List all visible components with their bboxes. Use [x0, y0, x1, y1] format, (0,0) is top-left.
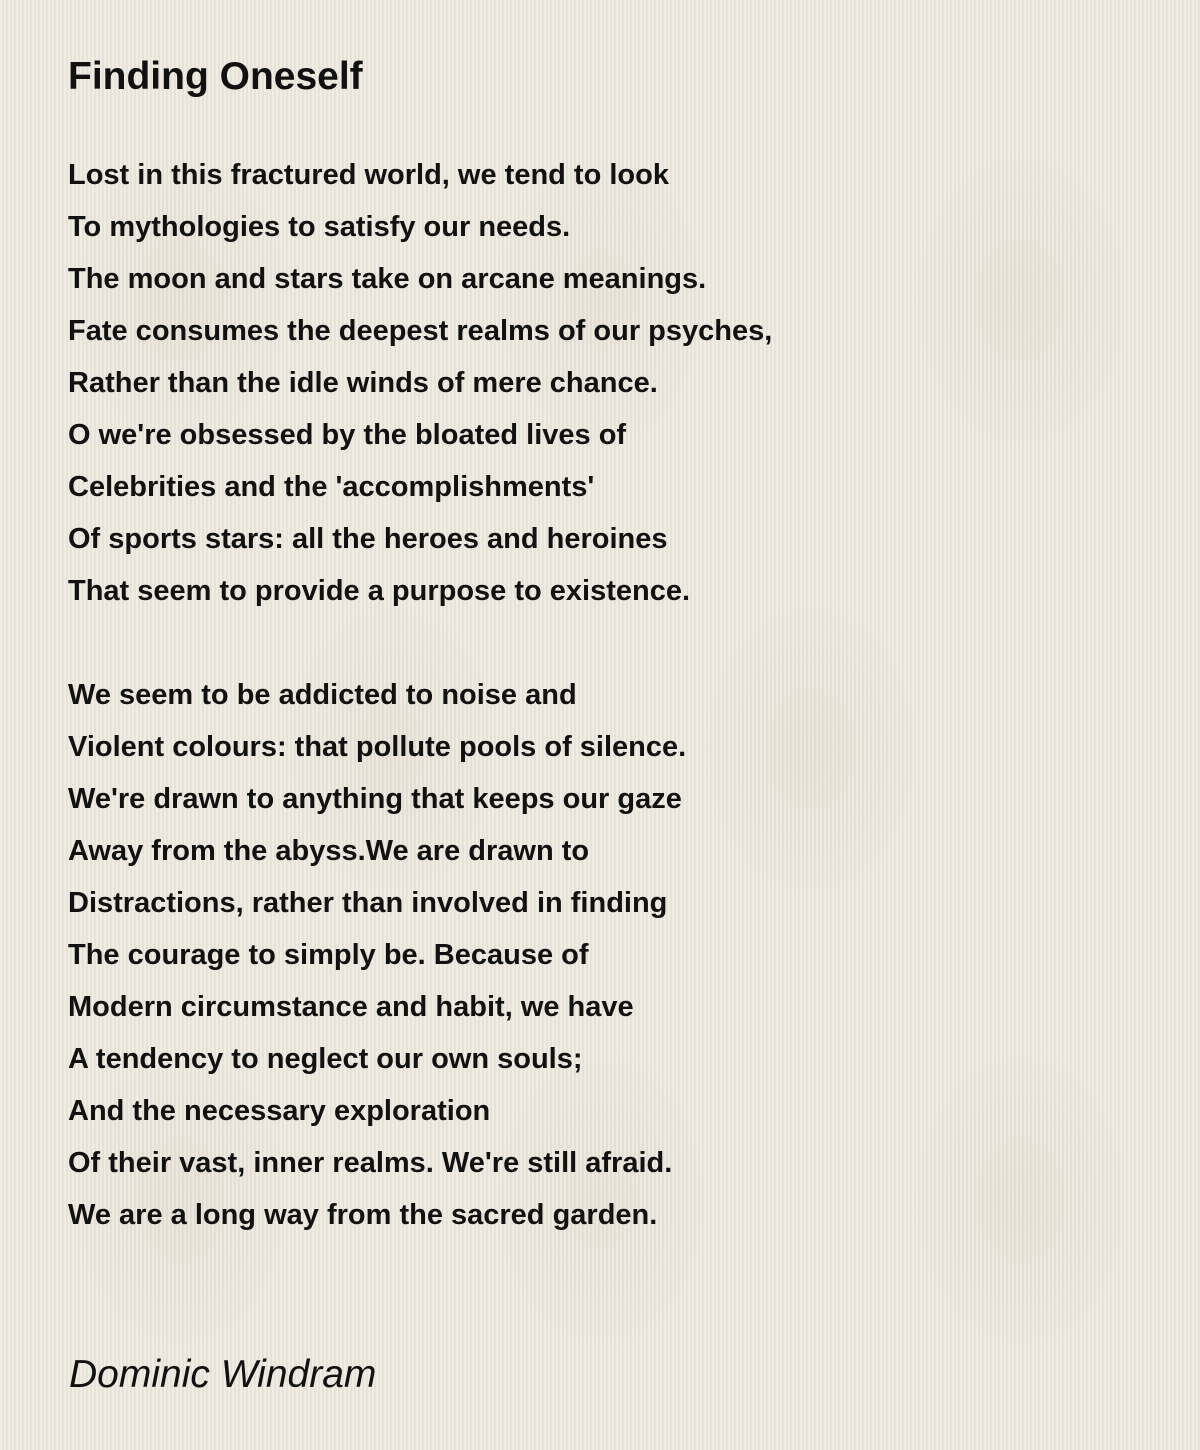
poem-line: That seem to provide a purpose to existence.: [68, 575, 691, 607]
stanza-1: [68, 149, 1148, 617]
poem-line: Celebrities and the 'accomplishments': [68, 471, 595, 503]
poem-author: Dominic Windram: [69, 1353, 377, 1396]
poem-line: Away from the abyss.We are drawn to: [68, 835, 590, 867]
poem-title: Finding Oneself: [68, 55, 363, 98]
poem-body: [68, 149, 1148, 1241]
poem-line: Of sports stars: all the heroes and heroines: [68, 523, 668, 555]
poem-line: Rather than the idle winds of mere chance.: [68, 367, 658, 399]
poem-line: We seem to be addicted to noise and: [68, 679, 577, 711]
poem-line: O we're obsessed by the bloated lives of: [68, 419, 627, 451]
stanza-2: [68, 669, 1148, 1241]
poem-line: Distractions, rather than involved in finding: [68, 887, 668, 919]
poem-line: A tendency to neglect our own souls;: [68, 1043, 583, 1075]
poem-line: The courage to simply be. Because of: [68, 939, 589, 971]
poem-line: The moon and stars take on arcane meanings.: [68, 263, 707, 295]
poem-line: And the necessary exploration: [68, 1095, 491, 1127]
poem-line: Lost in this fractured world, we tend to look: [68, 159, 669, 191]
poem-line: We are a long way from the sacred garden.: [68, 1199, 658, 1231]
poem-line: We're drawn to anything that keeps our gaze: [68, 783, 682, 815]
poem-line: Fate consumes the deepest realms of our psyches,: [68, 315, 773, 347]
poem-line: To mythologies to satisfy our needs.: [68, 211, 571, 243]
poem-line: Of their vast, inner realms. We're still afraid.: [68, 1147, 673, 1179]
poem-line: Modern circumstance and habit, we have: [68, 991, 634, 1023]
poem-line: Violent colours: that pollute pools of silence.: [68, 731, 687, 763]
